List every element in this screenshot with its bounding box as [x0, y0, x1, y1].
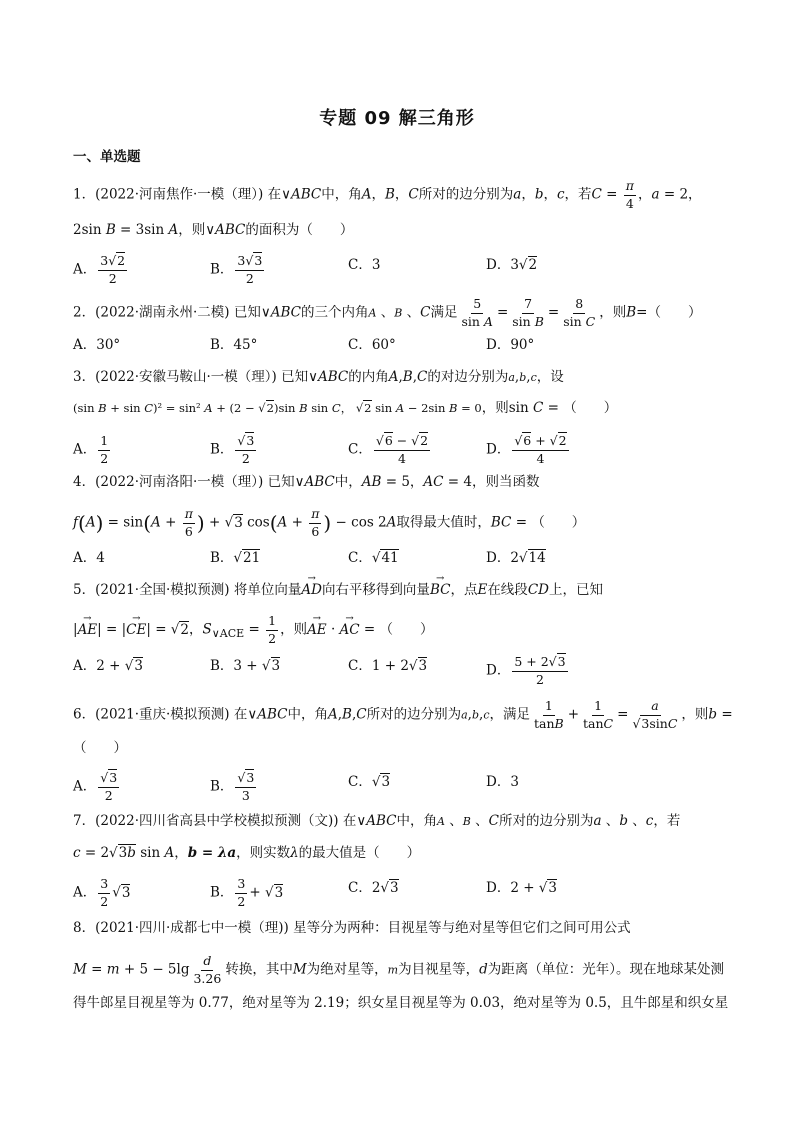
question-8-line-3: 得牛郎星目视星等为 0.77，绝对星等为 2.19；织女星目视星等为 0.03，绝对星等为 0.5，且牛郎星和织女星: [73, 995, 729, 1011]
question-1-option-c: C．3: [348, 257, 381, 273]
question-5-line-1: 5．(2021·全国·模拟预测) 将单位向量→ AD向右平移得到向量→ BC，点E在线段CD上，已知: [73, 580, 603, 600]
question-6-option-d: D．3: [486, 774, 519, 790]
question-6-line-1: 6．(2021·重庆·模拟预测) 在∨ABC中，角A,B,C所对的边分别为a,b,c，满足 $\frac{1}{\tan B}$ + $\frac{1}{\tan C}$ = $\frac{a}{√3\sin C}$ ，则b =: [73, 698, 733, 731]
question-5-option-a: A．2 + √3: [73, 658, 143, 674]
question-5-option-c: C．1 + 2√3: [348, 658, 428, 674]
question-1-option-a: A． $\frac{3√2}{2}$: [73, 253, 126, 286]
question-4-option-a: A．4: [73, 550, 105, 566]
question-2-option-d: D．90°: [486, 337, 535, 353]
question-5-line-2: |→ AE| = |→ CE| = √2，$S_{\vee ACE}$ = $\frac{1}{2}$ ，则→ AE · → AC = （ ）: [73, 615, 434, 645]
question-1-line-2: 2sin B = 3sin A，则∨ABC的面积为（ ）: [73, 222, 354, 238]
question-3-option-d: D． $\frac{√6 + √2}{4}$: [486, 433, 567, 466]
question-4-option-c: C．√41: [348, 550, 399, 566]
question-4-line-1: 4．(2022·河南洛阳·一模（理）) 已知∨ABC中，AB = 5，AC = 4，则当函数: [73, 474, 540, 490]
question-2-option-a: A．30°: [73, 337, 121, 353]
question-1-option-b: B． $\frac{3√3}{2}$: [210, 253, 263, 286]
question-7-option-c: C．2√3: [348, 880, 399, 896]
question-7-line-1: 7．(2022·四川省高县中学校模拟预测（文)) 在∨ABC中，角A 、B 、C所对的边分别为a 、b 、c，若: [73, 813, 681, 829]
question-3-line-1: 3．(2022·安徽马鞍山·一模（理）) 已知∨ABC的内角A,B,C的对边分别为a,b,c，设: [73, 369, 564, 385]
question-5-option-d: D． $\frac{5 + 2√3}{2}$: [486, 654, 566, 687]
question-2-option-b: B．45°: [210, 337, 258, 353]
question-7-option-b: B． $\frac{3}{2}$ + √3: [210, 876, 284, 909]
question-8-line-1: 8．(2021·四川·成都七中一模（理)) 星等分为两种：目视星等与绝对星等但它们之间可用公式: [73, 920, 631, 936]
question-2-option-c: C．60°: [348, 337, 396, 353]
question-8-line-2: M = m + 5 − 5lg $\frac{d}{3.26}$ 转换，其中M为绝对星等，m为目视星等，d为距离（单位：光年）。现在地球某处测: [73, 953, 724, 986]
question-1-line-1: 1．(2022·河南焦作·一模（理）) 在∨ABC中，角A，B，C所对的边分别为a，b，c，若C = $\frac{\pi}{4}$ ，a = 2，: [73, 178, 702, 211]
question-5-option-b: B．3 + √3: [210, 658, 281, 674]
question-1-option-d: D．3√2: [486, 257, 538, 273]
question-3-option-a: A． $\frac{1}{2}$: [73, 433, 109, 466]
question-6-line-2: （ ）: [73, 740, 127, 756]
question-4-option-d: D．2√14: [486, 550, 546, 566]
question-7-option-d: D．2 + √3: [486, 880, 558, 896]
question-6-option-c: C．√3: [348, 774, 391, 790]
question-3-option-b: B． $\frac{√3}{2}$: [210, 433, 255, 466]
question-4-line-2: f(A) = sin(A + $\frac{\pi}{6}$ ) + √3 cos(A + $\frac{\pi}{6}$ ) − cos 2A取得最大值时，BC = （ ）: [73, 506, 586, 539]
question-2-line-1: 2．(2022·湖南永州·二模) 已知∨ABC的三个内角A 、B 、C满足 $\frac{5}{\text{sin A}}$ = $\frac{7}{\text{sin B}}$ = $\frac{8}{\text{sin C}}$ ，则B=（ ）: [73, 296, 702, 329]
question-7-line-2: c = 2√3b sin A，b = λa，则实数λ的最大值是（ ）: [73, 845, 421, 861]
question-4-option-b: B．√21: [210, 550, 261, 566]
page-title: 专题 09 解三角形: [319, 108, 475, 129]
question-6-option-a: A． $\frac{√3}{2}$: [73, 770, 118, 803]
question-6-option-b: B． $\frac{√3}{3}$: [210, 770, 255, 803]
question-3-line-2: (sin B + sin C)² = sin² A + (2 − √2)sin B sin C， √2 sin A − 2sin B = 0，则sin C = （ ）: [73, 400, 618, 416]
section-heading: 一、单选题: [73, 149, 141, 165]
question-7-option-a: A． $\frac{3}{2}$ √3: [73, 876, 131, 909]
question-3-option-c: C． $\frac{√6 - √2}{4}$: [348, 433, 429, 466]
